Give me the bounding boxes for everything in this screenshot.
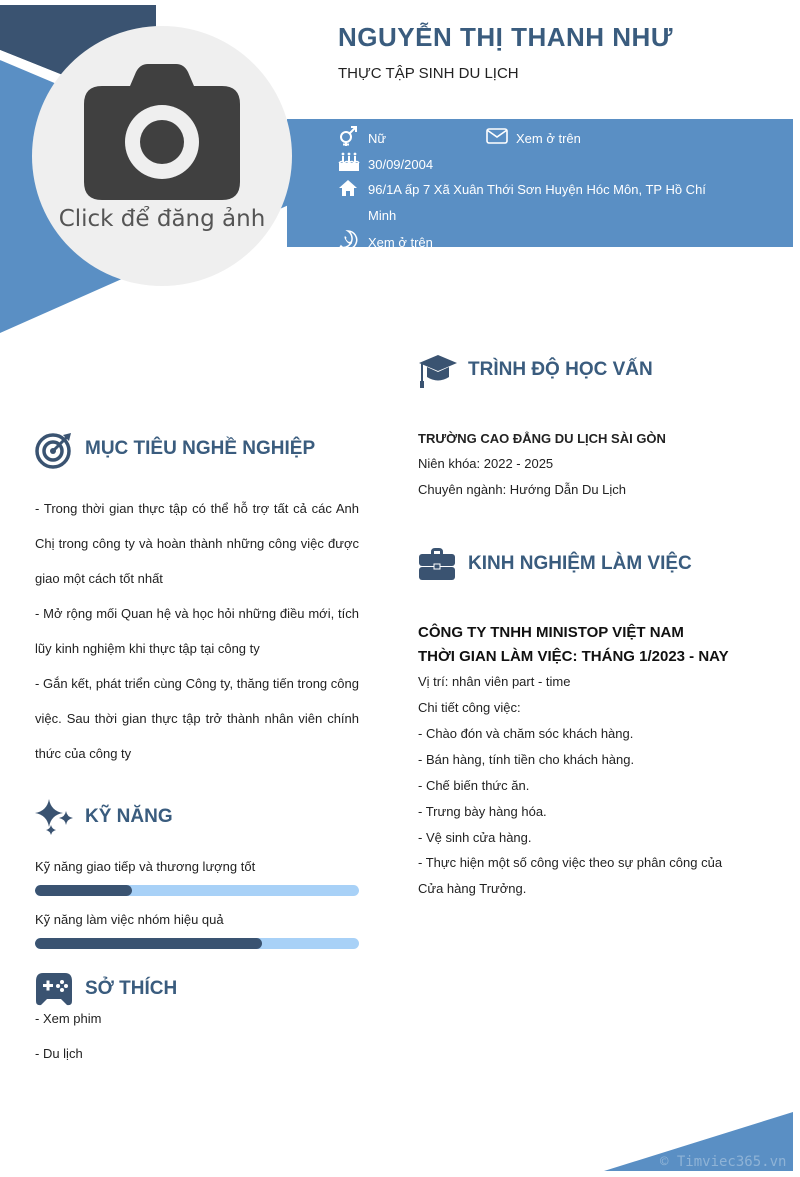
address-value: 96/1A ấp 7 Xã Xuân Thới Sơn Huyện Hóc Môn, TP Hồ Chí Minh [368, 182, 706, 223]
objective-item: - Trong thời gian thực tập có thể hỗ trợ tất cả các Anh Chị trong công ty và hoàn thành những công việc được giao một cách tốt nhất [35, 501, 359, 586]
birthday-cake-icon [338, 152, 360, 172]
school-name: TRƯỜNG CAO ĐẲNG DU LỊCH SÀI GÒN [418, 431, 666, 446]
email-value: Xem ở trên [516, 131, 581, 146]
skill-bar-fill [35, 938, 262, 949]
gender-value: Nữ [368, 131, 387, 146]
avatar-caption: Click để đăng ảnh [58, 206, 266, 232]
work-detail-item: - Chào đón và chăm sóc khách hàng. [418, 726, 634, 741]
watermark: © Timviec365.vn [660, 1154, 787, 1170]
skill-bar [35, 885, 359, 896]
work-position: Vị trí: nhân viên part - time [418, 674, 571, 689]
education-period: Niên khóa: 2022 - 2025 [418, 456, 554, 471]
hobby-item: - Du lịch [35, 1046, 83, 1061]
skill-bar [35, 938, 359, 949]
work-period: THỜI GIAN LÀM VIỆC: THÁNG 1/2023 - NAY [418, 648, 729, 665]
education-major: Chuyên ngành: Hướng Dẫn Du Lịch [418, 482, 627, 497]
work-detail-item: - Vệ sinh cửa hàng. [418, 830, 532, 845]
work-details-label: Chi tiết công việc: [418, 700, 521, 715]
objective-item: - Gắn kết, phát triển cùng Công ty, thăng tiến trong công việc. Sau thời gian thực tập trở thành nhân viên chính thức của công ty [35, 676, 359, 761]
work-detail-item: - Chế biến thức ăn. [418, 778, 530, 793]
avatar[interactable] [32, 26, 292, 286]
hobbies-title: SỞ THÍCH [85, 978, 178, 999]
work-detail-item: - Thực hiện một số công việc theo sự phân công của Cửa hàng Trưởng. [418, 855, 723, 896]
phone-value: Xem ở trên [368, 235, 433, 250]
birthday-value: 30/09/2004 [368, 157, 434, 172]
objective-item: - Mở rộng mối Quan hệ và học hỏi những điều mới, tích lũy kinh nghiệm khi thực tập tại công ty [35, 606, 359, 656]
skill-bar-fill [35, 885, 132, 896]
work-detail-item: - Bán hàng, tính tiền cho khách hàng. [418, 752, 635, 767]
skills-title: KỸ NĂNG [85, 806, 173, 827]
skill-label: Kỹ năng làm việc nhóm hiệu quả [35, 912, 224, 927]
camera-icon [84, 64, 240, 200]
gamepad-icon [35, 971, 73, 1007]
mail-icon [486, 128, 508, 144]
work-detail-item: - Trưng bày hàng hóa. [418, 804, 547, 819]
briefcase-icon [418, 547, 456, 581]
sparkles-icon [35, 799, 75, 837]
gender-icon [338, 126, 358, 146]
experience-title: KINH NGHIỆM LÀM VIỆC [468, 553, 692, 574]
home-icon [338, 179, 358, 197]
hobby-item: - Xem phim [35, 1011, 102, 1026]
objective-title: MỤC TIÊU NGHỀ NGHIỆP [85, 438, 316, 459]
job-title: THỰC TẬP SINH DU LỊCH [338, 65, 519, 82]
education-title: TRÌNH ĐỘ HỌC VẤN [468, 359, 653, 380]
skill-label: Kỹ năng giao tiếp và thương lượng tốt [35, 859, 256, 874]
graduation-cap-icon [418, 352, 458, 390]
phone-icon [338, 230, 358, 250]
company-name: CÔNG TY TNHH MINISTOP VIỆT NAM [418, 624, 684, 641]
target-icon [35, 431, 73, 469]
candidate-name: NGUYỄN THỊ THANH NHƯ [338, 22, 673, 52]
